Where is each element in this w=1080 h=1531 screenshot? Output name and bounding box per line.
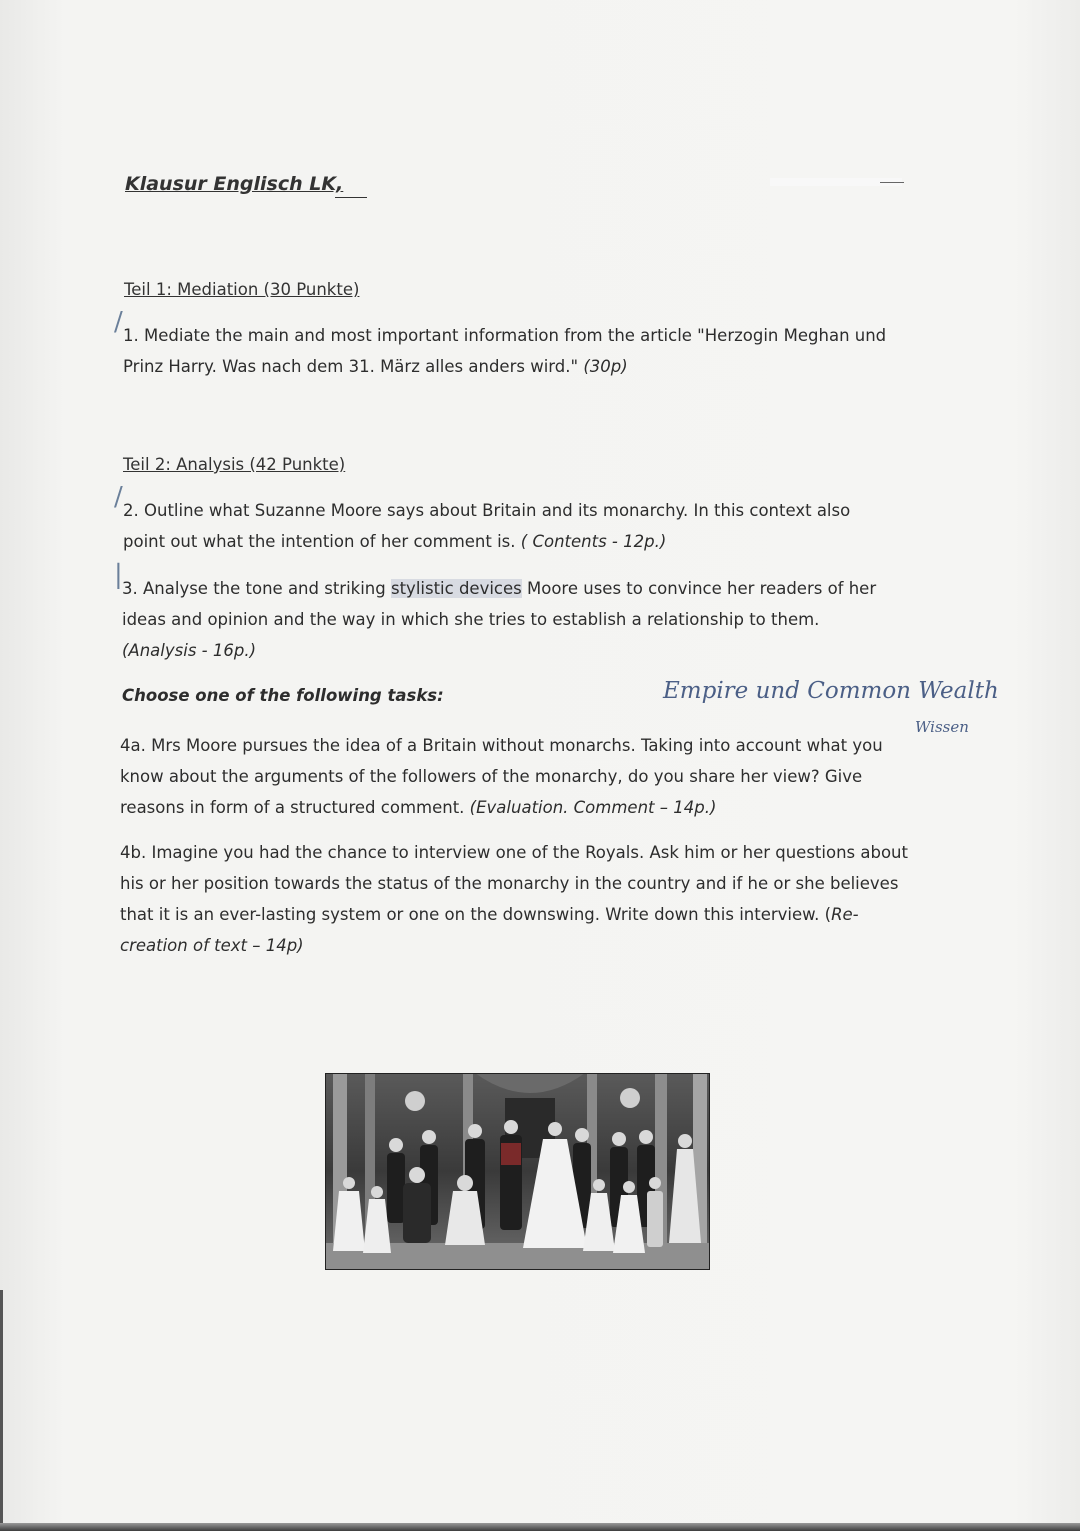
task-4b [120, 837, 915, 961]
task-text: Mediate the main and most important information from the article "Herzogin Meghan und Prinz Harry. Was nach dem 31. März alles anders wird." [123, 326, 887, 376]
choose-label: Choose one of the following tasks: [122, 686, 444, 705]
task-points: (Evaluation. Comment – 14p.) [469, 798, 717, 817]
task-text: Imagine you had the chance to interview one of the Royals. Ask him or her questions about his or her position towards the status of the monarchy in the country and if he or she believes that it is an ever-lasting system or one on the downswing. Write down this interview. [120, 843, 908, 924]
task-4a [120, 730, 910, 823]
task-text-cont: Moore uses to convince her readers of her ideas and opinion and the way in which she tries to establish a relationship to them. [122, 579, 877, 629]
check-mark-icon: / [114, 482, 123, 512]
task-number: 3. [122, 579, 138, 598]
task-text: Outline what Suzanne Moore says about Britain and its monarchy. In this context also point out what the intention of her comment is. [123, 501, 851, 551]
task-text: Analyse the tone and striking [143, 579, 386, 598]
task-points: (30p) [583, 357, 628, 376]
task-1 [123, 320, 893, 382]
task-number: 2. [123, 501, 139, 520]
handwritten-note-2: Wissen [915, 718, 969, 736]
task-points: ( Contents - 12p.) [520, 532, 667, 551]
task-points: Re-creation of text – 14p) [120, 905, 859, 955]
handwritten-note: Empire und Common Wealth [663, 678, 999, 704]
royal-family-photo [325, 1073, 710, 1270]
scan-edge-bottom [0, 1523, 1080, 1531]
part2-heading: Teil 2: Analysis (42 Punkte) [123, 455, 346, 474]
check-mark-icon: | [114, 560, 123, 590]
task-number: 1. [123, 326, 139, 345]
task-3 [122, 573, 912, 666]
scan-edge-left [0, 1290, 3, 1531]
title-underline [335, 197, 367, 198]
task-number: 4a. [120, 736, 146, 755]
task-points: (Analysis - 16p.) [122, 641, 257, 660]
highlighted-text: stylistic devices [390, 579, 522, 598]
exam-title: Klausur Englisch LK, [125, 173, 344, 195]
task-2 [123, 495, 893, 557]
redacted-line [880, 182, 904, 183]
task-text: Mrs Moore pursues the idea of a Britain without monarchs. Taking into account what you know about the arguments of the followers of the monarchy, do you share her view? Give reasons in form of a structured comment. [120, 736, 883, 817]
part1-heading: Teil 1: Mediation (30 Punkte) [124, 280, 360, 299]
task-number: 4b. [120, 843, 147, 862]
task-points-open: ( [824, 905, 832, 924]
check-mark-icon: / [114, 307, 123, 337]
